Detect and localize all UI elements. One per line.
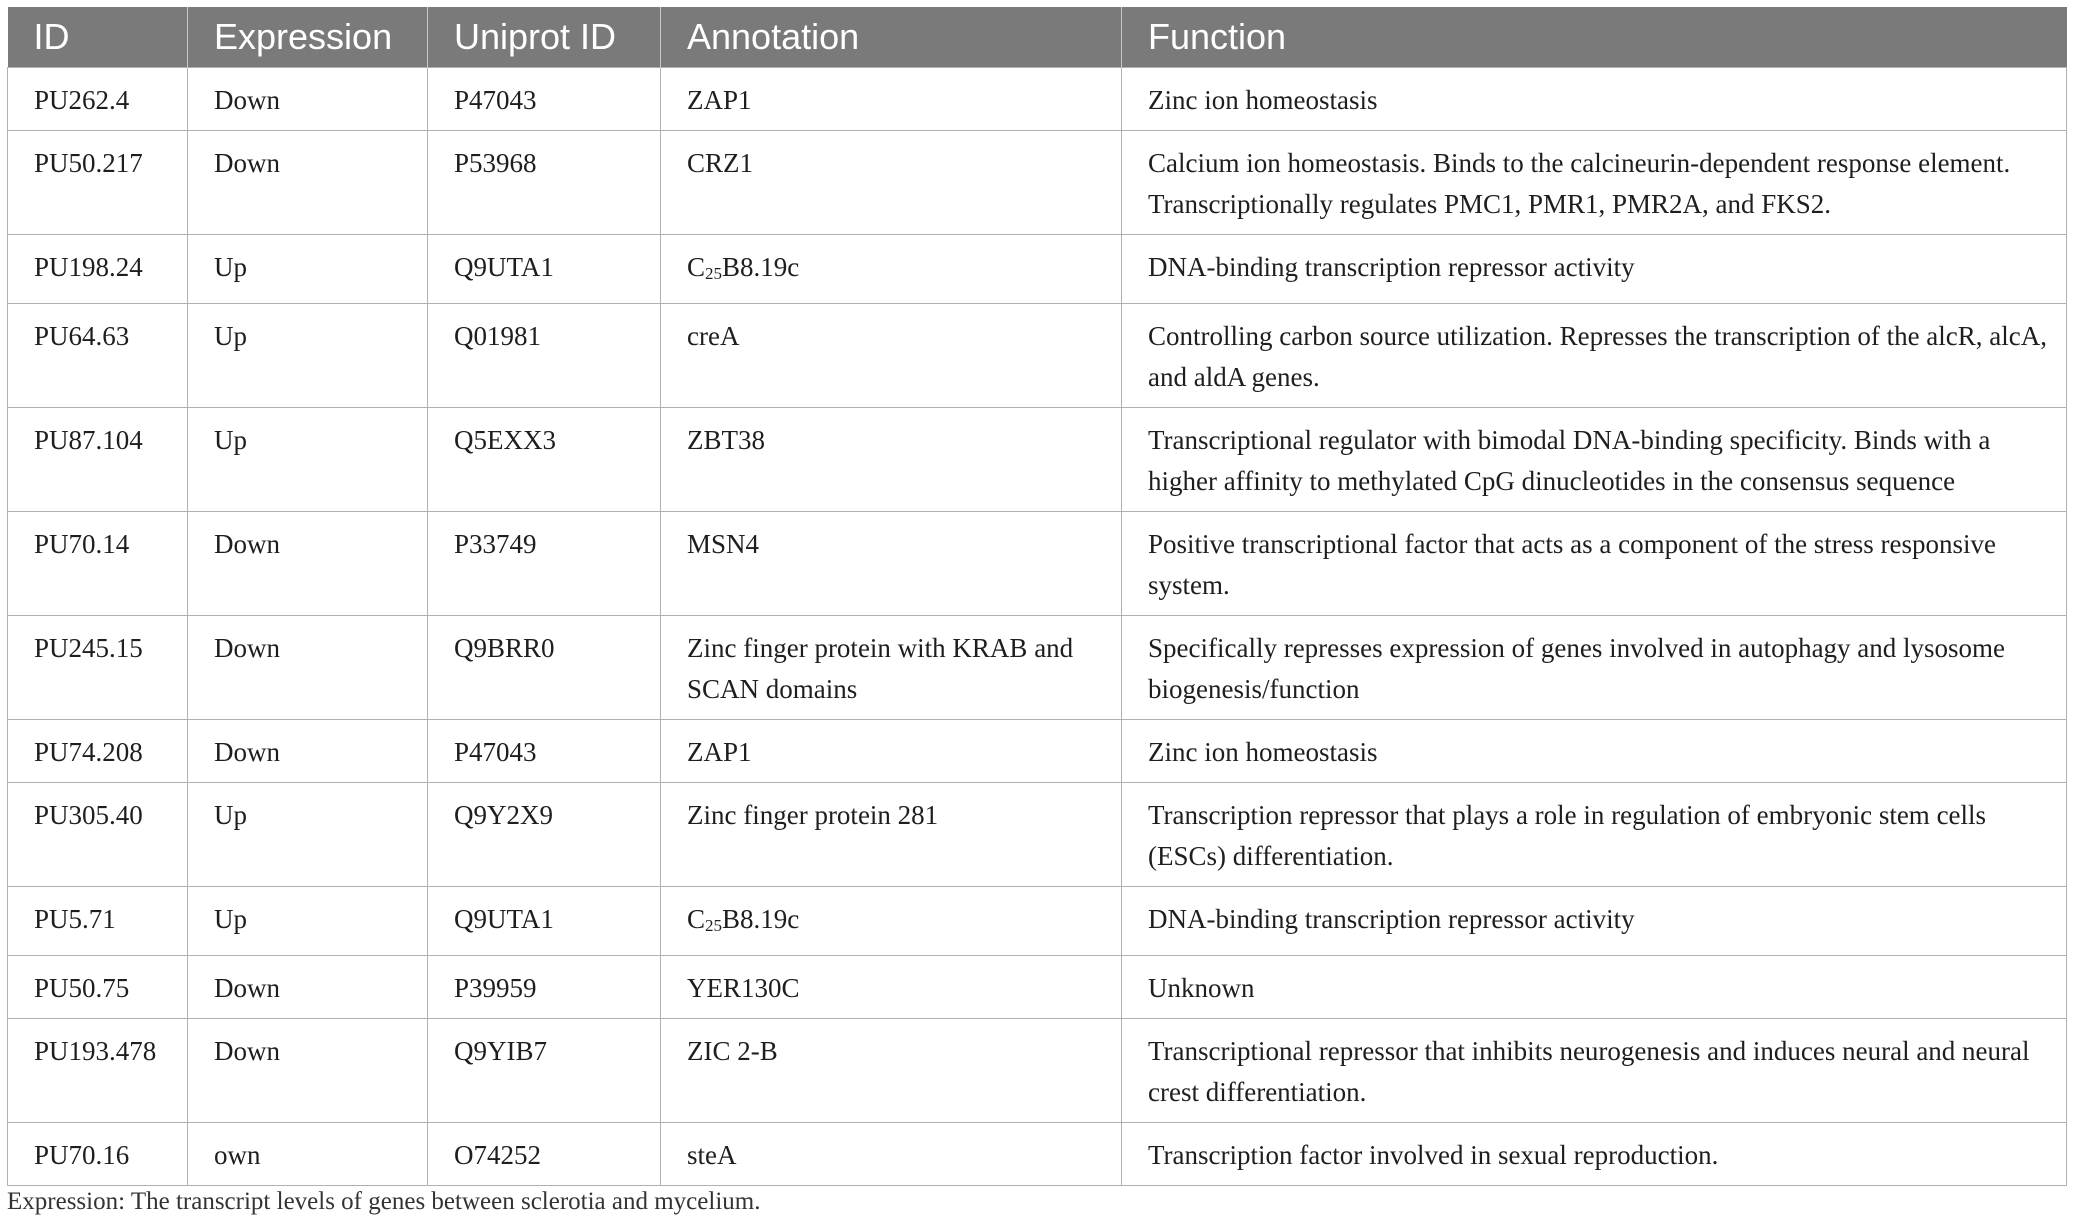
cell-annotation: ZBT38 [661, 408, 1122, 512]
table-row [8, 512, 2067, 616]
annotation-suffix: B8.19c [722, 904, 800, 934]
cell-function: Transcriptional repressor that inhibits neurogenesis and induces neural and neural crest differentiation. [1122, 1019, 2067, 1123]
cell-annotation: Zinc finger protein 281 [661, 783, 1122, 887]
table-row [8, 616, 2067, 720]
table-body [8, 68, 2067, 1186]
cell-uniprot: Q5EXX3 [428, 408, 661, 512]
cell-expression: Down [188, 616, 428, 720]
table-row [8, 720, 2067, 783]
table-row [8, 235, 2067, 304]
table-footnote: Expression: The transcript levels of genes between sclerotia and mycelium. [7, 1188, 761, 1215]
cell-id: PU245.15 [8, 616, 188, 720]
table-row [8, 887, 2067, 956]
header-uniprot-id: Uniprot ID [428, 7, 661, 68]
cell-expression: Down [188, 68, 428, 131]
cell-id: PU262.4 [8, 68, 188, 131]
cell-function: DNA-binding transcription repressor activity [1122, 235, 2067, 304]
annotation-subscript: 25 [705, 264, 723, 283]
annotation-prefix: C [687, 252, 706, 282]
header-function: Function [1122, 7, 2067, 68]
cell-expression: Down [188, 131, 428, 235]
cell-annotation: YER130C [661, 956, 1122, 1019]
table-row [8, 783, 2067, 887]
cell-annotation: CRZ1 [661, 131, 1122, 235]
cell-function: Zinc ion homeostasis [1122, 68, 2067, 131]
cell-annotation: creA [661, 304, 1122, 408]
cell-uniprot: O74252 [428, 1123, 661, 1186]
cell-id: PU193.478 [8, 1019, 188, 1123]
cell-expression: Up [188, 783, 428, 887]
annotation-subscript: 25 [705, 916, 723, 935]
cell-function: DNA-binding transcription repressor activity [1122, 887, 2067, 956]
cell-annotation: ZIC 2-B [661, 1019, 1122, 1123]
cell-function: Zinc ion homeostasis [1122, 720, 2067, 783]
table-row [8, 1123, 2067, 1186]
table-row [8, 1019, 2067, 1123]
cell-expression: Down [188, 720, 428, 783]
cell-expression: Up [188, 304, 428, 408]
cell-function: Calcium ion homeostasis. Binds to the calcineurin-dependent response element. Transcriptionally regulates PMC1, PMR1, PMR2A, and FKS2. [1122, 131, 2067, 235]
cell-function: Controlling carbon source utilization. Represses the transcription of the alcR, alcA, and aldA genes. [1122, 304, 2067, 408]
cell-uniprot: P33749 [428, 512, 661, 616]
cell-expression: Down [188, 512, 428, 616]
cell-id: PU50.75 [8, 956, 188, 1019]
cell-annotation: steA [661, 1123, 1122, 1186]
cell-uniprot: Q01981 [428, 304, 661, 408]
gene-table [7, 7, 2067, 1186]
cell-uniprot: P39959 [428, 956, 661, 1019]
table-row [8, 956, 2067, 1019]
cell-function: Transcription repressor that plays a role in regulation of embryonic stem cells (ESCs) differentiation. [1122, 783, 2067, 887]
cell-uniprot: Q9UTA1 [428, 887, 661, 956]
cell-uniprot: Q9BRR0 [428, 616, 661, 720]
annotation-prefix: C [687, 904, 706, 934]
cell-annotation [661, 235, 1122, 304]
cell-id: PU198.24 [8, 235, 188, 304]
cell-expression: own [188, 1123, 428, 1186]
header-annotation: Annotation [661, 7, 1122, 68]
header-expression: Expression [188, 7, 428, 68]
annotation-suffix: B8.19c [722, 252, 800, 282]
cell-expression: Down [188, 1019, 428, 1123]
cell-function: Positive transcriptional factor that acts as a component of the stress responsive system. [1122, 512, 2067, 616]
cell-uniprot: Q9UTA1 [428, 235, 661, 304]
cell-uniprot: Q9YIB7 [428, 1019, 661, 1123]
cell-annotation: ZAP1 [661, 720, 1122, 783]
cell-annotation: MSN4 [661, 512, 1122, 616]
cell-id: PU50.217 [8, 131, 188, 235]
table-row [8, 68, 2067, 131]
table-row [8, 408, 2067, 512]
cell-id: PU64.63 [8, 304, 188, 408]
cell-annotation [661, 887, 1122, 956]
cell-expression: Up [188, 887, 428, 956]
cell-uniprot: P47043 [428, 720, 661, 783]
gene-table-container [7, 7, 2066, 1186]
cell-function: Transcriptional regulator with bimodal DNA-binding specificity. Binds with a higher affinity to methylated CpG dinucleotides in the consensus sequence [1122, 408, 2067, 512]
cell-uniprot: Q9Y2X9 [428, 783, 661, 887]
cell-id: PU305.40 [8, 783, 188, 887]
cell-expression: Up [188, 235, 428, 304]
cell-uniprot: P53968 [428, 131, 661, 235]
cell-id: PU70.14 [8, 512, 188, 616]
cell-annotation: Zinc finger protein with KRAB and SCAN domains [661, 616, 1122, 720]
cell-expression: Up [188, 408, 428, 512]
cell-function: Transcription factor involved in sexual reproduction. [1122, 1123, 2067, 1186]
cell-expression: Down [188, 956, 428, 1019]
cell-id: PU87.104 [8, 408, 188, 512]
cell-id: PU74.208 [8, 720, 188, 783]
header-row [8, 7, 2067, 68]
cell-id: PU70.16 [8, 1123, 188, 1186]
cell-uniprot: P47043 [428, 68, 661, 131]
table-row [8, 304, 2067, 408]
cell-id: PU5.71 [8, 887, 188, 956]
table-row [8, 131, 2067, 235]
cell-function: Specifically represses expression of genes involved in autophagy and lysosome biogenesis/function [1122, 616, 2067, 720]
cell-function: Unknown [1122, 956, 2067, 1019]
table-header [8, 7, 2067, 68]
header-id: ID [8, 7, 188, 68]
cell-annotation: ZAP1 [661, 68, 1122, 131]
